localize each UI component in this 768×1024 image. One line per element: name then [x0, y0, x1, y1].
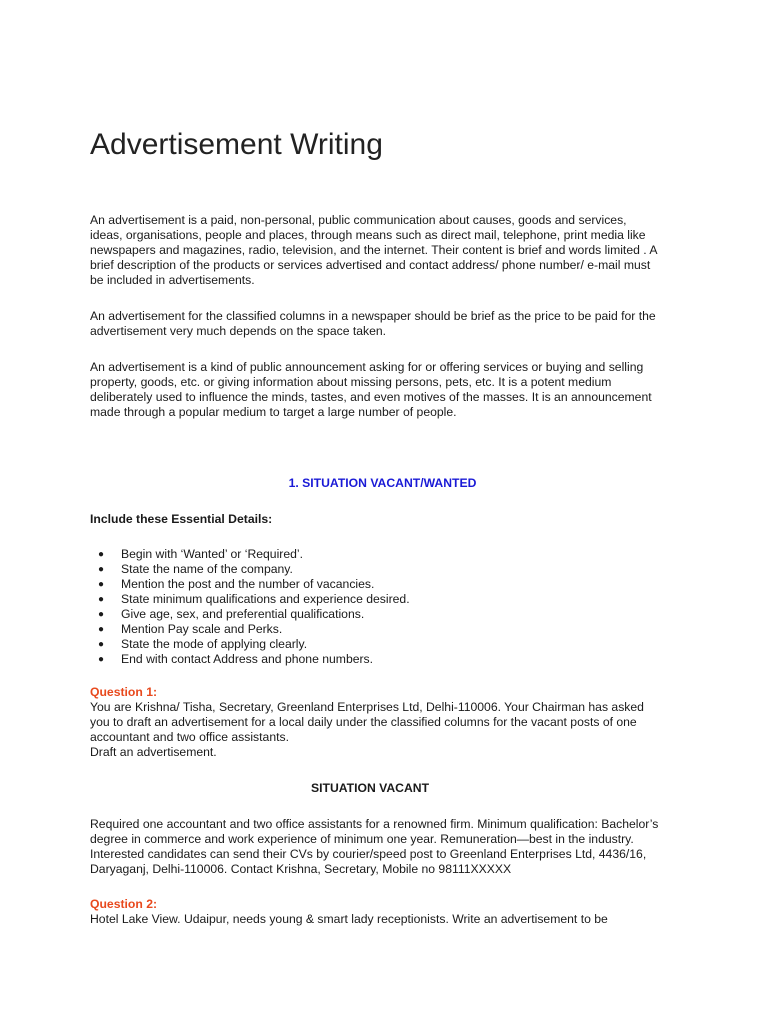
bullet-icon: ●: [98, 564, 105, 575]
bullet-icon: ●: [98, 594, 105, 605]
text-line: Draft an advertisement.: [90, 745, 217, 759]
bullet-icon: ●: [98, 624, 105, 635]
question-2-text: [90, 912, 690, 927]
list-item: [90, 592, 410, 607]
text-line: Hotel Lake View. Udaipur, needs young & smart lady receptionists. Write an advertisement to be: [90, 912, 608, 926]
ad-heading-situation-vacant: SITUATION VACANT: [310, 781, 430, 795]
text-line: An advertisement for the classified columns in a newspaper should be brief as the price to be paid for the: [90, 309, 656, 323]
text-line: brief description of the products or services advertised and contact address/ phone number/ e-mail must: [90, 258, 651, 272]
list-item: [90, 547, 410, 562]
bullet-icon: ●: [98, 654, 105, 665]
question-2-label: Question 2:: [90, 897, 158, 911]
bullet-icon: ●: [98, 609, 105, 620]
text-line: property, goods, etc. or giving information about missing persons, pets, etc. It is a potent medium: [90, 375, 612, 389]
list-item: [90, 607, 410, 622]
text-line: you to draft an advertisement for a local daily under the classified columns for the vacant posts of one: [90, 715, 637, 729]
bullet-icon: ●: [98, 579, 105, 590]
text-line: deliberately used to influence the minds, tastes, and even motives of the masses. It is an announcement: [90, 390, 652, 404]
text-line: Interested candidates can send their CVs by courier/speed post to Greenland Enterprises Ltd, 4436/16,: [90, 847, 647, 861]
list-item: [90, 637, 410, 652]
text-line: accountant and two office assistants.: [90, 730, 289, 744]
list-item-text: State the name of the company.: [121, 562, 293, 576]
list-item-text: Mention the post and the number of vacancies.: [121, 577, 375, 591]
list-item-text: Give age, sex, and preferential qualifications.: [121, 607, 365, 621]
section-heading-situation-vacant: 1. SITUATION VACANT/WANTED: [288, 476, 477, 490]
text-line: advertisement very much depends on the space taken.: [90, 324, 387, 338]
list-item-text: End with contact Address and phone numbers.: [121, 652, 374, 666]
intro-paragraph-3: [90, 360, 690, 420]
text-line: You are Krishna/ Tisha, Secretary, Greenland Enterprises Ltd, Delhi-110006. Your Chairman has asked: [90, 700, 644, 714]
question-1-text: [90, 700, 690, 760]
intro-paragraph-1: [90, 213, 690, 288]
list-item: [90, 652, 410, 667]
essential-details-heading: Include these Essential Details:: [90, 512, 273, 526]
question-1-label: Question 1:: [90, 685, 158, 699]
text-line: be included in advertisements.: [90, 273, 255, 287]
answer-1-advertisement: [90, 817, 690, 877]
list-item: [90, 622, 410, 637]
bullet-icon: ●: [98, 549, 105, 560]
text-line: An advertisement is a kind of public announcement asking for or offering services or buying and selling: [90, 360, 644, 374]
text-line: made through a popular medium to target a large number of people.: [90, 405, 457, 419]
text-line: degree in commerce and work experience of minimum one year. Remuneration—best in the industry.: [90, 832, 634, 846]
bullet-icon: ●: [98, 639, 105, 650]
text-line: Daryaganj, Delhi-110006. Contact Krishna, Secretary, Mobile no 98111XXXXX: [90, 862, 512, 876]
list-item: [90, 577, 410, 592]
list-item: [90, 562, 410, 577]
list-item-text: Mention Pay scale and Perks.: [121, 622, 283, 636]
text-line: ideas, organisations, people and places, through means such as direct mail, telephone, print media like: [90, 228, 646, 242]
list-item-text: Begin with ‘Wanted’ or ‘Required’.: [121, 547, 303, 561]
intro-paragraph-2: [90, 309, 690, 339]
text-line: Required one accountant and two office assistants for a renowned firm. Minimum qualification: Bachelor’s: [90, 817, 659, 831]
text-line: newspapers and magazines, radio, television, and the internet. Their content is brief and words limited . A: [90, 243, 658, 257]
list-item-text: State minimum qualifications and experience desired.: [121, 592, 410, 606]
text-line: An advertisement is a paid, non-personal, public communication about causes, goods and services,: [90, 213, 627, 227]
list-item-text: State the mode of applying clearly.: [121, 637, 308, 651]
page-title: Advertisement Writing: [90, 128, 383, 161]
essential-details-list: [90, 547, 410, 667]
